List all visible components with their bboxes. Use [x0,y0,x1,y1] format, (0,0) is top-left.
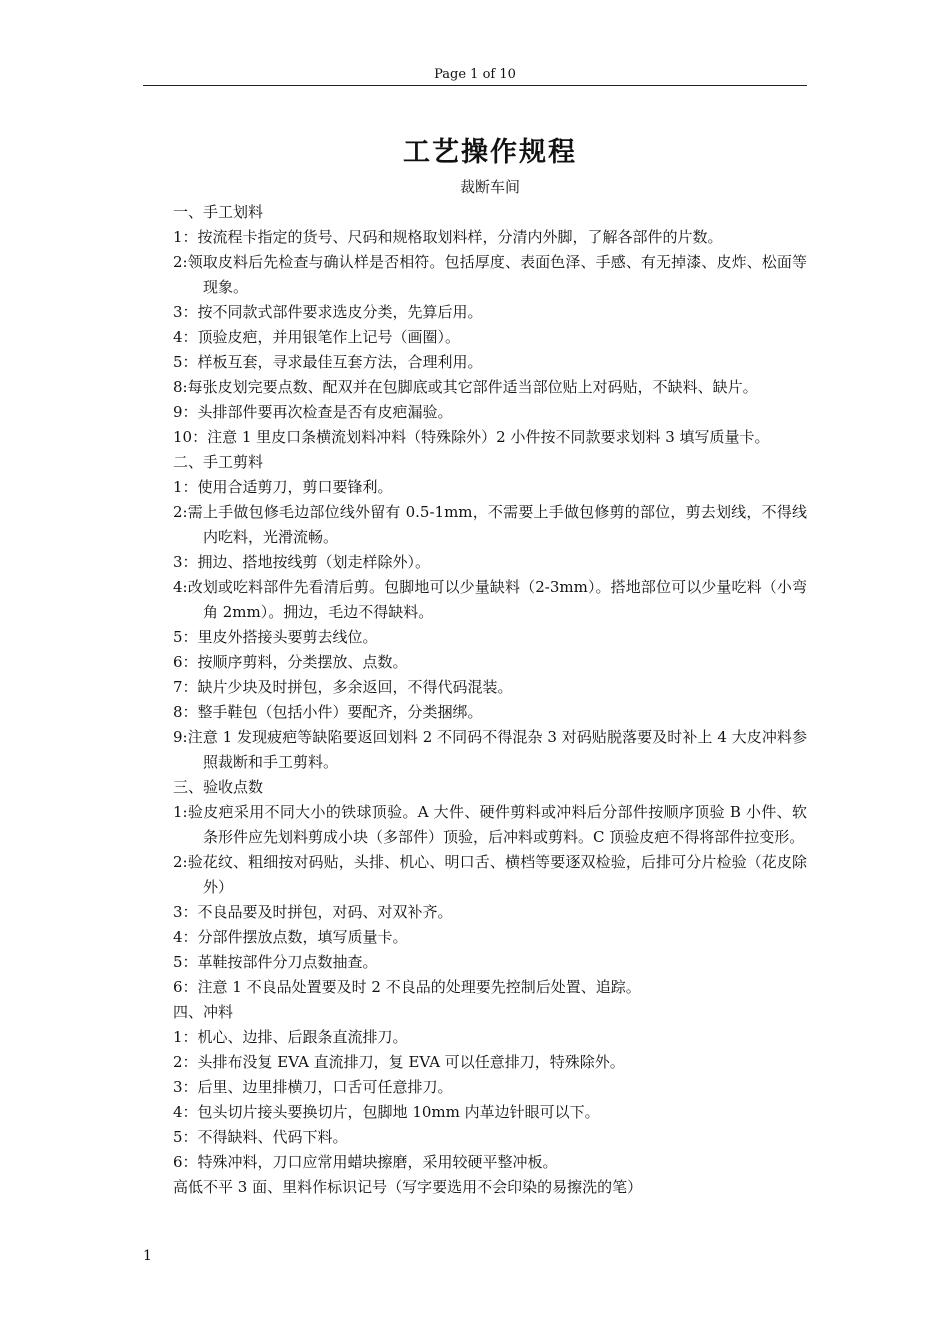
list-item: 9:注意 1 发现疲疤等缺陷要返回划料 2 不同码不得混杂 3 对码贴脱落要及时补上 4 大皮冲料参照裁断和手工剪料。 [173,728,807,771]
list-item: 6：注意 1 不良品处置要及时 2 不良品的处理要先控制后处置、追踪。 [173,978,641,996]
document-subtitle: 裁断车间 [459,178,520,196]
list-item: 8：整手鞋包（包括小件）要配齐，分类捆绑。 [173,703,483,721]
list-item: 8:每张皮划完要点数、配双并在包脚底或其它部件适当部位贴上对码贴，不缺料、缺片。 [173,378,758,396]
list-item: 5：不得缺料、代码下料。 [173,1128,348,1146]
list-item: 2:需上手做包修毛边部位线外留有 0.5-1mm，不需要上手做包修剪的部位，剪去划线，不得线内吃料，光滑流畅。 [173,503,807,546]
list-item: 3：后里、边里排横刀，口舌可任意排刀。 [173,1078,453,1096]
list-item: 1：机心、边排、后跟条直流排刀。 [173,1028,408,1046]
section-heading: 四、冲料 [173,1003,234,1021]
list-item: 3：拥边、搭地按线剪（划走样除外）。 [173,553,431,571]
list-item: 6：特殊冲料，刀口应常用蜡块擦磨，采用较硬平整冲板。 [173,1153,558,1171]
list-item: 10：注意 1 里皮口条横流划料冲料（特殊除外）2 小件按不同款要求划料 3 填写质量卡。 [173,428,770,446]
list-item: 7：缺片少块及时拼包，多余返回，不得代码混装。 [173,678,513,696]
list-item: 1：按流程卡指定的货号、尺码和规格取划料样，分清内外脚，了解各部件的片数。 [173,228,723,246]
list-item: 2：头排布没复 EVA 直流排刀，复 EVA 可以任意排刀，特殊除外。 [173,1053,625,1071]
list-item: 2:验花纹、粗细按对码贴，头排、机心、明口舌、横档等要逐双检验，后排可分片检验（花皮除外） [173,853,807,896]
page-number: 1 [143,1248,152,1264]
document-body [173,200,807,1200]
list-item: 4：包头切片接头要换切片，包脚地 10mm 内革边针眼可以下。 [173,1103,600,1121]
list-item: 9：头排部件要再次检查是否有皮疤漏验。 [173,403,453,421]
section-heading: 一、手工划料 [173,203,264,221]
list-item: 1:验皮疤采用不同大小的铁球顶验。A 大件、硬件剪料或冲料后分部件按顺序顶验 B 小件、软条形件应先划料剪成小块（多部件）顶验，后冲料或剪料。C 顶验皮疤不得将部件拉变形。 [173,803,807,846]
list-item: 5：革鞋按部件分刀点数抽查。 [173,953,378,971]
list-item: 4:改划或吃料部件先看清后剪。包脚地可以少量缺料（2-3mm）。搭地部位可以少量吃料（小弯角 2mm）。拥边，毛边不得缺料。 [173,578,807,621]
document-title: 工艺操作规程 [403,137,577,168]
section-heading: 二、手工剪料 [173,453,264,471]
list-item: 2:领取皮料后先检查与确认样是否相符。包括厚度、表面色泽、手感、有无掉漆、皮炸、松面等现象。 [173,253,807,296]
section-heading: 三、验收点数 [173,778,264,796]
page-header: Page 1 of 10 [434,67,516,82]
list-item: 4：分部件摆放点数，填写质量卡。 [173,928,408,946]
list-item: 1：使用合适剪刀，剪口要锋利。 [173,478,393,496]
list-item: 5：里皮外搭接头要剪去线位。 [173,628,378,646]
list-item: 4：顶验皮疤，并用银笔作上记号（画圈）。 [173,328,461,346]
list-item: 3：不良品要及时拼包，对码、对双补齐。 [173,903,453,921]
section-heading: 高低不平 3 面、里料作标识记号（写字要选用不会印染的易擦洗的笔） [173,1178,643,1196]
list-item: 3：按不同款式部件要求选皮分类，先算后用。 [173,303,483,321]
list-item: 6：按顺序剪料，分类摆放、点数。 [173,653,408,671]
list-item: 5：样板互套，寻求最佳互套方法，合理利用。 [173,353,483,371]
header-divider [143,85,807,86]
